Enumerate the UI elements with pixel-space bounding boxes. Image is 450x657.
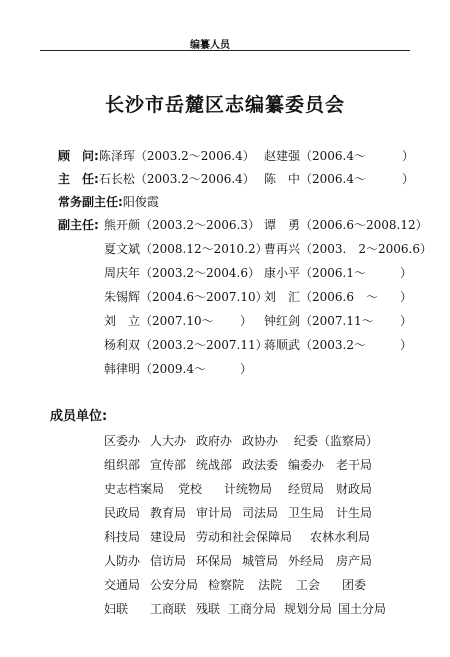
closing-bracket: ） [400,314,413,328]
advisors-label: 顾 问: [58,149,99,163]
unit-item: 政协办 [242,434,279,448]
vice-entry: 熊开颜（2003.2～2006.3） [104,218,260,232]
closing-bracket: ） [240,314,253,328]
unit-item: 组织部 [104,458,141,472]
unit-item: 科技局 [104,530,141,544]
director-entry: 陈 中（2006.4～ ） [264,172,414,186]
unit-item: 规划分局 [284,602,333,616]
unit-item: 党校 [178,482,203,496]
unit-item: 财政局 [336,482,373,496]
vice-entry: 刘 立（2007.10～ [104,314,214,328]
unit-item: 国土分局 [338,602,387,616]
directors-row [58,170,255,187]
unit-item: 司法局 [242,506,279,520]
unit-item: 劳动和社会保障局 [196,530,293,544]
closing-bracket: ） [240,362,253,376]
vice-entry: 谭 勇（2006.6～2008.12） [264,218,428,232]
closing-bracket: ） [400,338,413,352]
unit-item: 城管局 [242,554,279,568]
unit-item: 环保局 [196,554,233,568]
vice-entry: 蒋顺武（2003.2～ [264,338,366,352]
units-label: 成员单位: [50,409,108,424]
exec-vice-label: 常务副主任: [58,195,123,209]
unit-item: 老干局 [336,458,373,472]
advisor-entry: 赵建强（2006.4～ ） [264,149,414,163]
unit-item: 教育局 [150,506,187,520]
vice-entry: 刘 汇（2006.6 ～ [264,290,378,304]
closing-bracket: ） [400,266,413,280]
advisor-entry: 陈泽珲（2003.2～2006.4） [98,149,255,163]
unit-item: 法院 [258,578,283,592]
unit-item: 史志档案局 [104,482,165,496]
vice-entry: 康小平（2006.1～ [264,266,366,280]
unit-item: 检察院 [208,578,245,592]
unit-item: 计生局 [336,506,373,520]
vice-entry: 周庆年（2003.2～2004.6） [104,266,260,280]
page-title: 长沙市岳麓区志编纂委员会 [104,94,345,116]
unit-item: 编委办 [288,458,325,472]
vice-entry: 钟红剑（2007.11～ [264,314,374,328]
unit-item: 宣传部 [150,458,187,472]
unit-item: 建设局 [150,530,187,544]
running-head: 编纂人员 [190,40,230,51]
unit-item: 计统物局 [224,482,273,496]
header-rule [40,50,410,51]
unit-item: 交通局 [104,578,141,592]
unit-item: 房产局 [336,554,373,568]
unit-item: 信访局 [150,554,187,568]
unit-item: 经贸局 [288,482,325,496]
vice-entry: 夏文斌（2008.12～2010.2） [104,242,268,256]
unit-item: 团委 [342,578,367,592]
unit-item: 工商联 [150,602,187,616]
unit-item: 统战部 [196,458,233,472]
unit-item: 工会 [296,578,321,592]
vice-entry: 韩律明（2009.4～ [104,362,206,376]
unit-item: 民政局 [104,506,141,520]
vice-label: 副主任: [58,218,99,232]
exec-vice-row [58,193,159,210]
unit-item: 农林水利局 [310,530,371,544]
unit-item: 卫生局 [288,506,325,520]
unit-item: 人大办 [150,434,187,448]
unit-item: 纪委（监察局） [294,434,379,448]
unit-item: 政法委 [242,458,279,472]
unit-item: 区委办 [104,434,141,448]
unit-item: 政府办 [196,434,233,448]
unit-item: 人防办 [104,554,141,568]
unit-item: 残联 [196,602,221,616]
unit-item: 审计局 [196,506,233,520]
unit-item: 妇联 [104,602,129,616]
vice-entry: 朱锡辉（2004.6～2007.10） [104,290,268,304]
unit-item: 外经局 [288,554,325,568]
directors-label: 主 任: [58,172,99,186]
unit-item: 工商分局 [228,602,277,616]
director-entry: 石长松（2003.2～2006.4） [98,172,255,186]
vice-entry: 曹再兴（2003. 2～2006.6） [264,242,432,256]
advisors-row [58,147,255,164]
unit-item: 公安分局 [150,578,199,592]
vice-entry: 杨利双（2003.2～2007.11） [104,338,268,352]
exec-vice-name: 阳俊霞 [122,195,159,209]
closing-bracket: ） [400,290,413,304]
